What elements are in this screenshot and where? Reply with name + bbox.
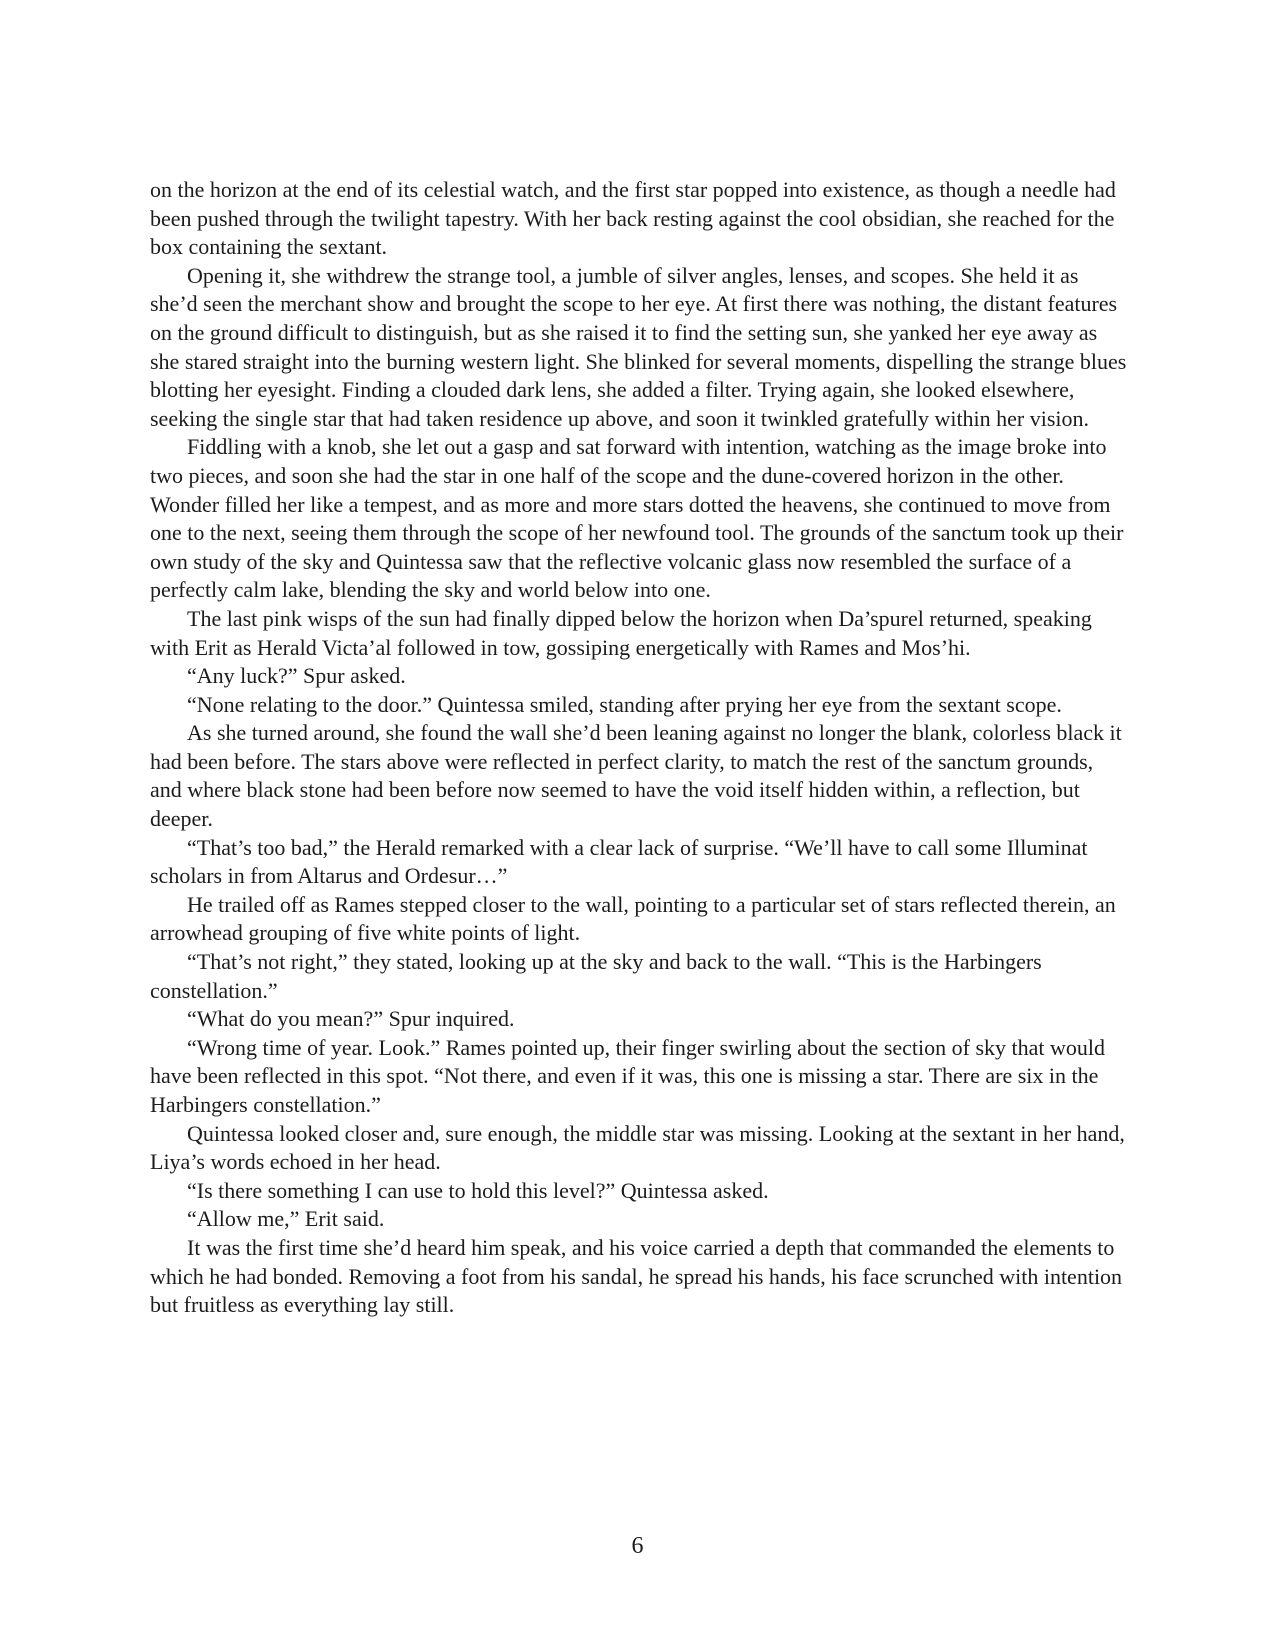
paragraph-2: Opening it, she withdrew the strange tool, a jumble of silver angles, lenses, and scopes. She held it as she’d seen the merchant show and brought the scope to her eye. At first there was nothing, the distant features on the ground difficult to distinguish, but as she raised it to find the setting sun, she yanked her eye away as she stared straight into the burning western light. She blinked for several moments, dispelling the strange blues blotting her eyesight. Finding a clouded dark lens, she added a filter. Trying again, she looked elsewhere, seeking the single star that had taken residence up above, and soon it twinkled gratefully within her vision.: [150, 262, 1127, 431]
paragraph-13: Quintessa looked closer and, sure enough, the middle star was missing. Looking at the sextant in her hand, Liya’s words echoed in her head.: [150, 1120, 1125, 1175]
paragraph-6: “None relating to the door.” Quintessa smiled, standing after prying her eye from the sextant scope.: [187, 691, 1062, 717]
paragraph-9: He trailed off as Rames stepped closer to the wall, pointing to a particular set of stars reflected therein, an arrowhead grouping of five white points of light.: [150, 891, 1116, 946]
paragraph-12: “Wrong time of year. Look.” Rames pointed up, their finger swirling about the section of sky that would have been reflected in this spot. “Not there, and even if it was, this one is missing a star. There are six in the Harbingers constellation.”: [150, 1034, 1106, 1117]
paragraph-7: As she turned around, she found the wall she’d been leaning against no longer the blank, colorless black it had been before. The stars above were reflected in perfect clarity, to match the rest of the sanctum grounds, and where black stone had been before now seemed to have the void itself hidden within, a reflection, but deeper.: [150, 720, 1122, 832]
page-number: 6: [631, 1533, 644, 1559]
paragraph-16: It was the first time she’d heard him speak, and his voice carried a depth that commanded the elements to which he had bonded. Removing a foot from his sandal, he spread his hands, his face scrunched with intention but fruitless as everything lay still.: [150, 1234, 1123, 1318]
paragraph-14: “Is there something I can use to hold this level?” Quintessa asked.: [187, 1177, 769, 1203]
paragraph-11: “What do you mean?” Spur inquired.: [187, 1006, 515, 1032]
paragraph-1: on the horizon at the end of its celestial watch, and the first star popped into existence, as though a needle had been pushed through the twilight tapestry. With her back resting against the cool obsidian, she reached for the box containing the sextant.: [150, 177, 1116, 260]
paragraph-15: “Allow me,” Erit said.: [187, 1206, 385, 1232]
paragraph-5: “Any luck?” Spur asked.: [187, 663, 406, 689]
paragraph-3: Fiddling with a knob, she let out a gasp and sat forward with intention, watching as the image broke into two pieces, and soon she had the star in one half of the scope and the dune-covered horizon in the other. Wonder filled her like a tempest, and as more and more stars dotted the heavens, she continued to move from one to the next, seeing them through the scope of her newfound tool. The grounds of the sanctum took up their own study of the sky and Quintessa saw that the reflective volcanic glass now resembled the surface of a perfectly calm lake, blending the sky and world below into one.: [150, 434, 1124, 603]
paragraph-8: “That’s too bad,” the Herald remarked with a clear lack of surprise. “We’ll have to call some Illuminat scholars in from Altarus and Ordesur…”: [150, 834, 1088, 889]
paragraph-10: “That’s not right,” they stated, looking up at the sky and back to the wall. “This is the Harbingers constellation.”: [150, 949, 1042, 1003]
page-body: [150, 176, 1130, 1320]
paragraph-4: The last pink wisps of the sun had finally dipped below the horizon when Da’spurel returned, speaking with Erit as Herald Victa’al followed in tow, gossiping energetically with Rames and Mos’hi.: [150, 605, 1092, 660]
